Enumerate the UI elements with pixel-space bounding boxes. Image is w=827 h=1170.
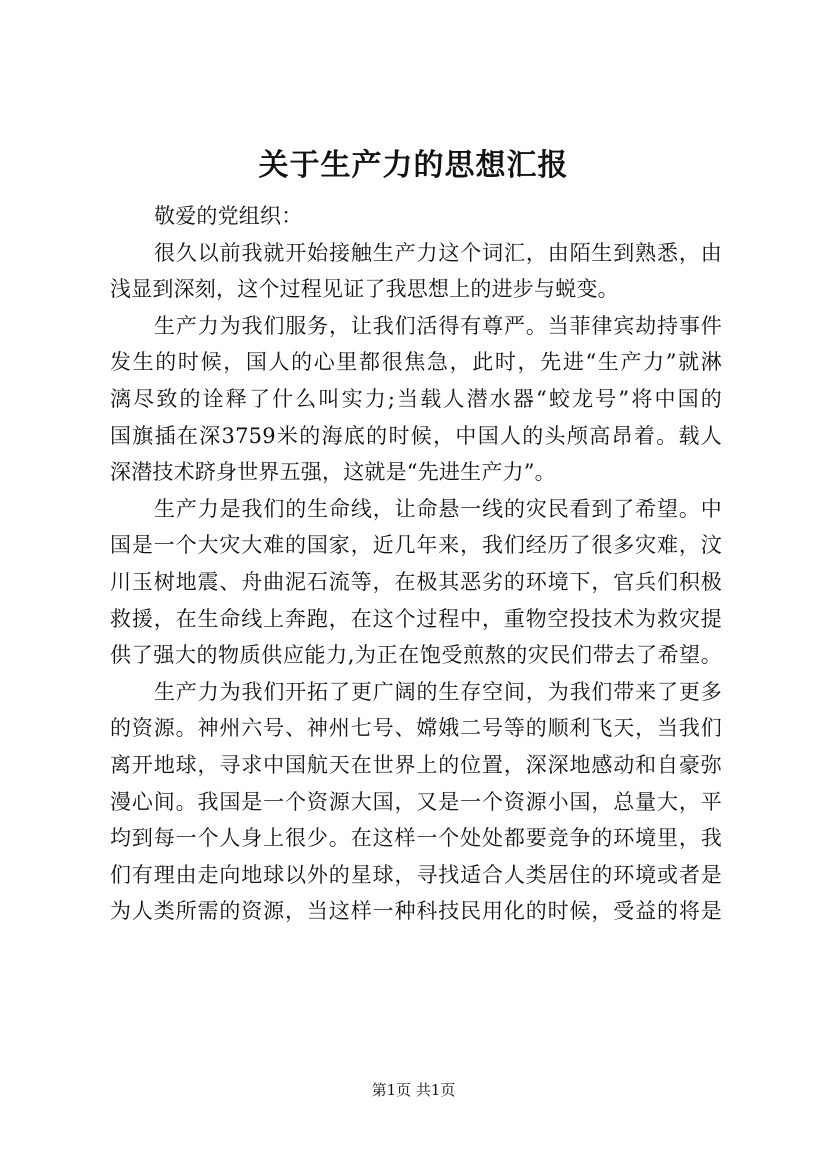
document-body	[110, 198, 722, 930]
paragraph-line: 生产力为我们开拓了更广阔的生存空间，为我们带来了更多	[154, 679, 722, 704]
paragraph-line: 浅显到深刻，这个过程见证了我思想上的进步与蜕变。	[110, 277, 619, 302]
paragraph-line: 漓尽致的诠释了什么叫实力;当载人潜水器“蛟龙号”将中国的	[110, 386, 722, 411]
paragraph-line: 的资源。神州六号、神州七号、嫦娥二号等的顺利飞天，当我们	[110, 716, 722, 741]
paragraph-line: 很久以前我就开始接触生产力这个词汇，由陌生到熟悉，由	[154, 240, 722, 265]
paragraph-line: 救援，在生命线上奔跑，在这个过程中，重物空投技术为救灾提	[110, 606, 722, 631]
paragraph-line: 供了强大的物质供应能力,为正在饱受煎熬的灾民们带去了希望。	[110, 643, 722, 668]
paragraph-line: 离开地球，寻求中国航天在世界上的位置，深深地感动和自豪弥	[110, 752, 722, 777]
paragraph-line: 国旗插在深3759米的海底的时候，中国人的头颅高昂着。载人	[110, 423, 722, 448]
paragraph-line: 发生的时候，国人的心里都很焦急，此时，先进“生产力”就淋	[110, 350, 722, 375]
page-footer: 第1页 共1页	[371, 1081, 456, 1099]
salutation-line: 敬爱的党组织：	[154, 204, 303, 228]
paragraph-line: 国是一个大灾大难的国家，近几年来，我们经历了很多灾难，汶	[110, 533, 722, 558]
document-title: 关于生产力的思想汇报	[258, 148, 569, 183]
paragraph-line: 深潜技术跻身世界五强，这就是“先进生产力”。	[110, 460, 556, 485]
paragraph-line: 为人类所需的资源，当这样一种科技民用化的时候，受益的将是	[110, 899, 722, 924]
paragraph-line: 生产力是我们的生命线，让命悬一线的灾民看到了希望。中	[154, 496, 722, 521]
paragraph-line: 川玉树地震、舟曲泥石流等，在极其恶劣的环境下，官兵们积极	[110, 569, 722, 594]
paragraph-line: 生产力为我们服务，让我们活得有尊严。当菲律宾劫持事件	[154, 313, 722, 338]
paragraph-line: 均到每一个人身上很少。在这样一个处处都要竞争的环境里，我	[110, 826, 722, 851]
paragraph-line: 们有理由走向地球以外的星球，寻找适合人类居住的环境或者是	[110, 862, 722, 887]
paragraph-line: 漫心间。我国是一个资源大国，又是一个资源小国，总量大，平	[110, 789, 722, 814]
